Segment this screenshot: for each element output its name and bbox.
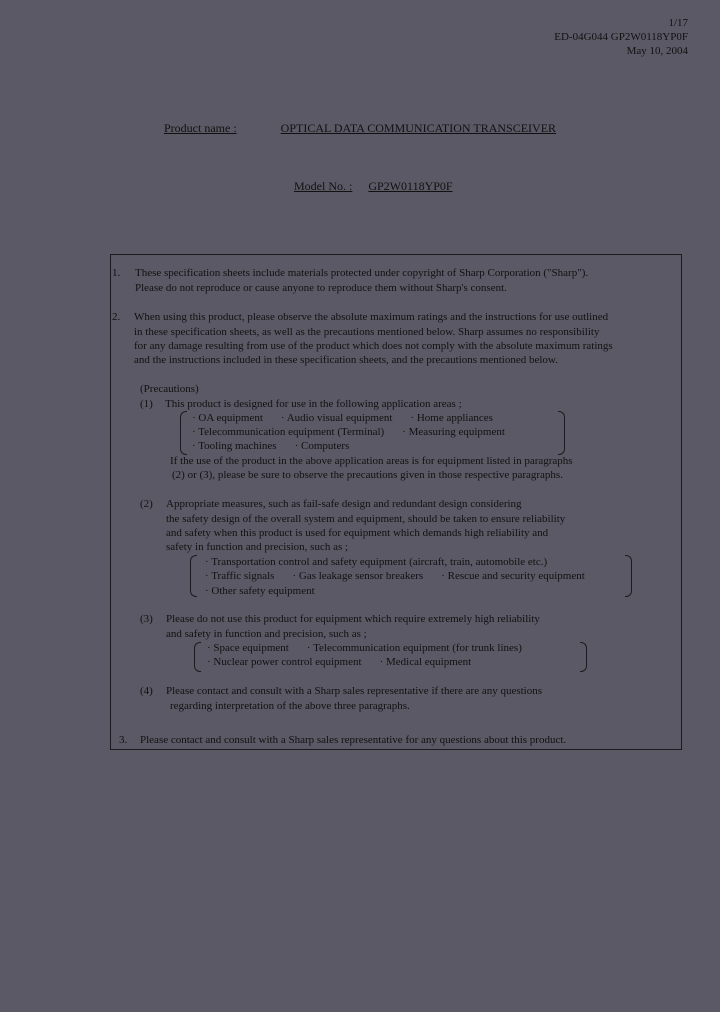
precaution-2-line: Appropriate measures, such as fail-safe design and redundant design considering [166,498,522,510]
high-reliability-row [207,643,522,654]
precaution-2-number: (2) [140,498,153,510]
area-item: · Measuring equipment [402,426,505,438]
high-reliability-item: · Telecommunication equipment (for trunk lines) [306,642,522,654]
area-item: · Computers [294,440,350,452]
high-reliability-item: · Nuclear power control equipment [207,656,362,668]
precaution-4-line: Please contact and consult with a Sharp sales representative if there are any questions [166,685,543,697]
bracket-left [180,411,187,455]
safety-item: · Gas leakage sensor breakers [292,570,424,582]
notice-2-line: in these specification sheets, as well as the precautions mentioned below. Sharp assumes no responsibility [134,326,600,338]
precaution-2-line: and safety when this product is used for equipment which demands high reliability and [166,527,549,539]
document-date: May 10, 2004 [626,45,688,57]
bracket-right [625,555,632,597]
area-item: · Tooling machines [192,440,277,452]
safety-item: · Traffic signals [205,570,275,582]
page-number: 1/17 [668,17,688,29]
precaution-1-line: If the use of the product in the above application areas is for equipment listed in paragraphs [170,455,573,467]
notice-2-line: for any damage resulting from use of the product which does not comply with the absolute maximum ratings [134,340,613,352]
bracket-left [190,555,197,597]
safety-item: · Transportation control and safety equipment (aircraft, train, automobile etc.) [205,556,548,568]
precaution-2-line: safety in function and precision, such as ; [166,541,349,553]
application-areas-row [192,441,349,452]
precaution-3-line: Please do not use this product for equipment which require extremely high reliability [166,613,540,625]
model-number-value: GP2W0118YP0F [368,179,453,193]
notice-3-line: Please contact and consult with a Sharp sales representative for any questions about this product. [140,734,567,746]
notice-2-number: 2. [112,311,121,323]
precautions-label: (Precautions) [140,383,199,395]
product-name-label: Product name : [164,121,237,135]
precaution-1-line: (2) or (3), please be sure to observe the precautions given in those respective paragraphs. [172,469,563,481]
model-number-label: Model No. : [294,179,353,193]
document-id: ED-04G044 GP2W0118YP0F [554,31,688,43]
bracket-right [580,642,587,672]
precaution-2-line: the safety design of the overall system and equipment, should be taken to ensure reliability [166,513,566,525]
precaution-1-number: (1) [140,398,153,410]
precaution-3-line: and safety in function and precision, such as ; [166,628,367,640]
area-item: · Telecommunication equipment (Terminal) [192,426,385,438]
precaution-1-line: This product is designed for use in the following application areas ; [165,398,462,410]
notice-1-line: These specification sheets include materials protected under copyright of Sharp Corporation ("Sharp"). [135,267,589,279]
notice-1-line: Please do not reproduce or cause anyone to reproduce them without Sharp's consent. [135,282,507,294]
safety-items-row [205,571,585,582]
application-areas-row [192,413,493,424]
safety-item: · Rescue and security equipment [441,570,585,582]
precaution-4-number: (4) [140,685,153,697]
high-reliability-item: · Medical equipment [379,656,472,668]
notice-2-line: When using this product, please observe the absolute maximum ratings and the instructions for use outlined [134,311,609,323]
notice-2-line: and the instructions included in these specification sheets, and the precautions mentioned below. [134,354,558,366]
application-areas-row [192,427,505,438]
area-item: · OA equipment [192,412,263,424]
bracket-right [558,411,565,455]
notice-1-number: 1. [112,267,121,279]
area-item: · Audio visual equipment [280,412,393,424]
high-reliability-item: · Space equipment [207,642,289,654]
product-name-line [164,122,556,134]
high-reliability-row [207,657,471,668]
model-number-line [294,180,453,192]
area-item: · Home appliances [410,412,493,424]
product-name-value: OPTICAL DATA COMMUNICATION TRANSCEIVER [280,121,557,135]
safety-item: · Other safety equipment [205,585,315,597]
precaution-4-line: regarding interpretation of the above three paragraphs. [170,700,410,712]
precaution-3-number: (3) [140,613,153,625]
notice-3-number: 3. [119,734,128,746]
bracket-left [194,642,201,672]
